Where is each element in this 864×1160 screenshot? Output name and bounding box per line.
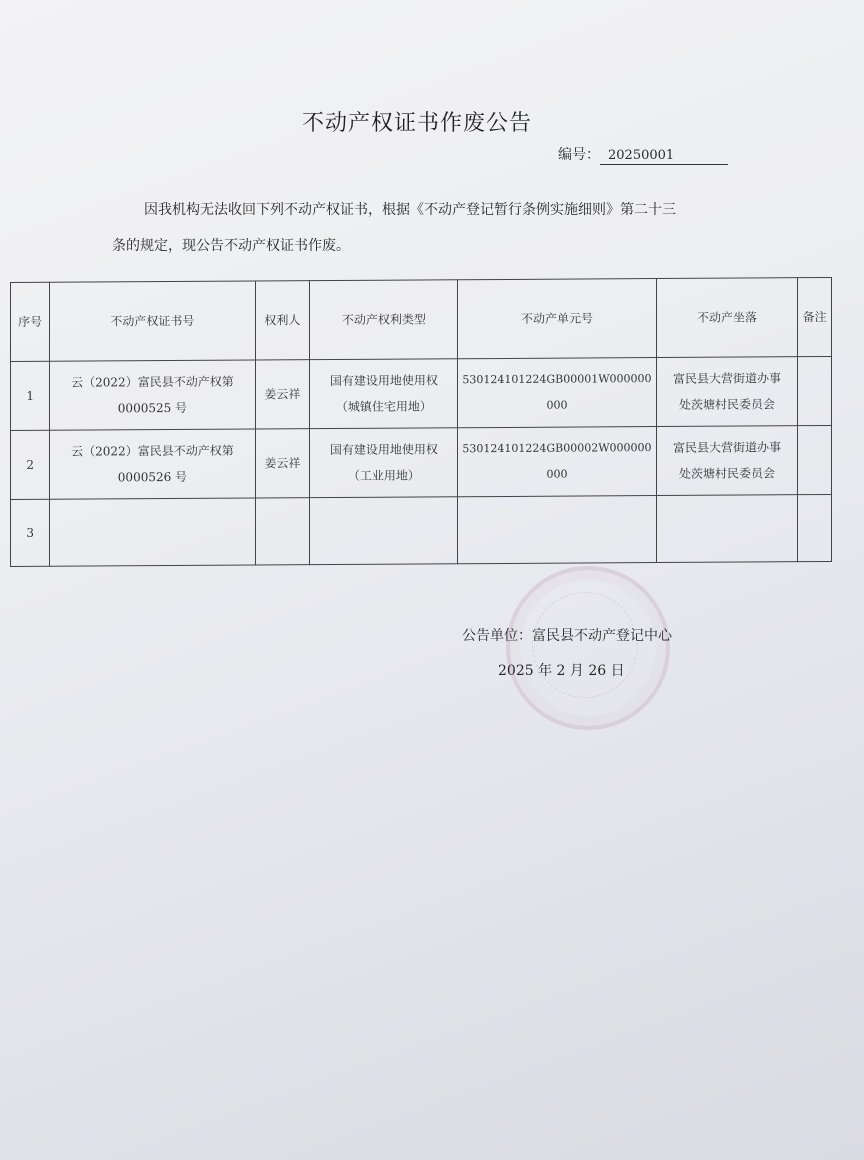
document-title: 不动产权证书作废公告 [301, 111, 532, 136]
cell-cert-line-1: 云（2022）富民县不动产权第 [71, 374, 234, 390]
official-seal-inner-ring [532, 592, 638, 698]
serial-number [558, 144, 728, 165]
cell-unit-line-2: 000 [546, 398, 568, 412]
cell-cert [50, 360, 255, 430]
certificate-table [10, 277, 832, 567]
cell-cert-line-1: 云（2022）富民县不动产权第 [71, 443, 234, 459]
cell-location-line-1: 富民县大营街道办事 [672, 440, 781, 455]
cell-cert [50, 498, 255, 566]
notice-body [112, 192, 732, 264]
cell-holder: 姜云祥 [255, 429, 310, 498]
table-row [11, 356, 832, 430]
header-cell-no: 序号 [11, 282, 50, 361]
cell-unit-line-1: 530124101224GB00001W000000 [462, 372, 652, 387]
notice-body-line-2: 条的规定，现公告不动产权证书作废。 [112, 238, 350, 254]
cell-cert-line-2: 0000526 号 [117, 469, 188, 485]
cell-type-line-1: 国有建设用地使用权 [329, 373, 438, 389]
cell-remark [798, 425, 832, 494]
header-cell-holder: 权利人 [255, 281, 310, 360]
cell-unit [458, 496, 656, 564]
cell-unit [458, 427, 656, 497]
header-cell-location: 不动产坐落 [656, 278, 798, 358]
table-row [11, 494, 832, 566]
cell-type-line-1: 国有建设用地使用权 [329, 442, 438, 458]
cell-cert-line-2: 0000525 号 [117, 400, 188, 416]
header-cell-remark: 备注 [798, 277, 832, 356]
cell-remark [798, 356, 832, 425]
cell-location [656, 426, 798, 496]
cell-location [656, 495, 798, 563]
cell-type [310, 428, 458, 498]
notice-body-line-1: 因我机构无法收回下列不动产权证书，根据《不动产登记暂行条例实施细则》第二十三 [144, 202, 676, 218]
table-row [11, 425, 832, 499]
table-header-row [11, 277, 832, 361]
cell-type [310, 497, 458, 565]
issuer-line: 公告单位：富民县不动产登记中心 [462, 628, 672, 644]
cell-no: 2 [11, 430, 50, 499]
header-cell-type: 不动产权利类型 [310, 280, 458, 360]
header-cell-unit: 不动产单元号 [458, 279, 656, 359]
serial-label: 编号： [558, 147, 600, 163]
cell-cert [50, 429, 255, 499]
cell-no: 3 [11, 499, 50, 566]
cell-type [310, 359, 458, 429]
issue-date: 2025 年 2 月 26 日 [498, 663, 625, 679]
cell-location-line-1: 富民县大营街道办事 [672, 371, 781, 386]
cell-location [656, 357, 798, 427]
cell-unit [458, 358, 656, 428]
cell-holder: 姜云祥 [255, 360, 310, 429]
cell-holder [255, 498, 310, 565]
cell-location-line-2: 处茨塘村民委员会 [678, 466, 775, 481]
cell-unit-line-2: 000 [546, 467, 568, 481]
cell-type-line-2: （城镇住宅用地） [335, 399, 432, 415]
cell-type-line-2: （工业用地） [347, 468, 420, 483]
cell-unit-line-1: 530124101224GB00002W000000 [462, 441, 652, 456]
serial-value: 20250001 [600, 148, 728, 165]
official-seal [506, 566, 670, 730]
cell-location-line-2: 处茨塘村民委员会 [678, 397, 775, 412]
cell-remark [798, 494, 832, 561]
cell-no: 1 [11, 361, 50, 430]
header-cell-cert: 不动产权证书号 [50, 281, 255, 361]
